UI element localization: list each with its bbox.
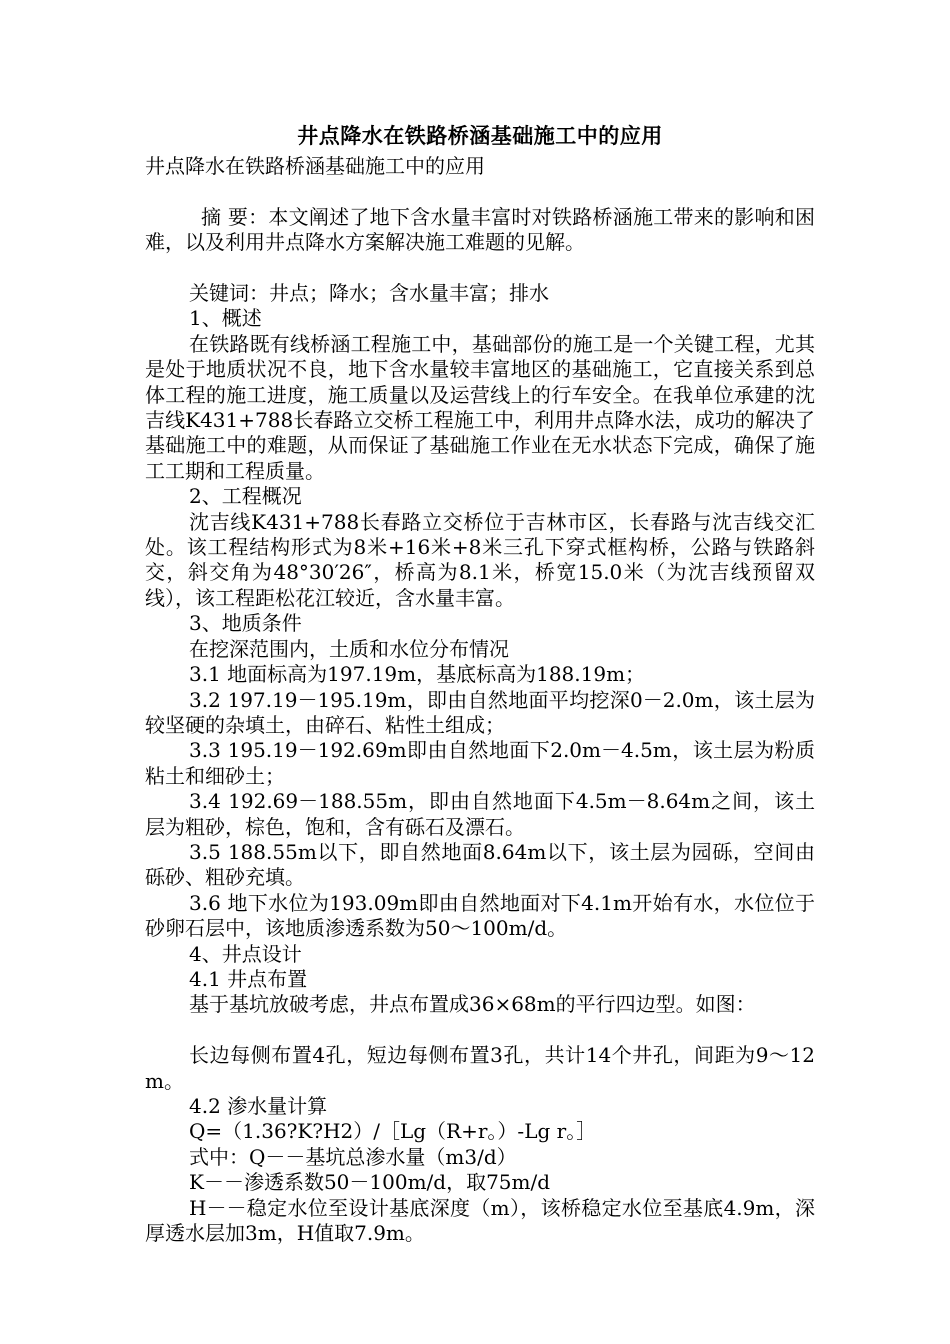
section-3-3: 3.3 195.19－192.69m即由自然地面下2.0m－4.5m，该土层为粉质粘土和细砂土； <box>145 738 815 788</box>
section-3-intro: 在挖深范围内，土质和水位分布情况 <box>189 636 509 661</box>
section-3-5: 3.5 188.55m以下，即自然地面8.64m以下，该土层为园砾，空间由砾砂、粗砂充填。 <box>145 839 815 890</box>
section-heading-4: 4、井点设计 <box>189 941 302 966</box>
subsection-heading-4-2: 4.2 渗水量计算 <box>189 1093 328 1118</box>
spacer <box>145 179 815 204</box>
section-4-1-paragraph: 基于基坑放破考虑，井点布置成36×68m的平行四边型。如图： <box>189 992 756 1017</box>
section-3-4: 3.4 192.69－188.55m，即由自然地面下4.5m－8.64m之间，该土层为粗砂，棕色，饱和，含有砾石及漂石。 <box>145 789 815 839</box>
section-heading-2: 2、工程概况 <box>189 484 302 509</box>
section-heading-3: 3、地质条件 <box>189 611 302 636</box>
formula-where-k: K－－渗透系数50－100m/d，取75m/d <box>189 1170 551 1195</box>
seepage-formula: Q=（1.36?K?H2）/［Lg（R+r。）-Lg r。］ <box>189 1119 597 1144</box>
document-title: 井点降水在铁路桥涵基础施工中的应用 <box>297 123 663 148</box>
spacer <box>145 256 815 281</box>
section-1-paragraph: 在铁路既有线桥涵工程施工中，基础部份的施工是一个关键工程，尤其是处于地质状况不良，地下含水量较丰富地区的基础施工，它直接关系到总体工程的施工进度，施工质量以及运营线上的行车安全。在我单位承建的沈吉线K431+788长春路立交桥工程施工中，利用井点降水法，成功的解决了基础施工中的难题，从而保证了基础施工作业在无水状态下完成，确保了施工工期和工程质量。 <box>145 331 815 483</box>
section-4-1-paragraph-2: 长边每侧布置4孔，短边每侧布置3孔，共计14个井孔，间距为9～12m。 <box>145 1043 815 1093</box>
subsection-heading-4-1: 4.1 井点布置 <box>189 966 308 991</box>
formula-where-q: 式中：Q－－基坑总渗水量（m3/d） <box>189 1144 517 1169</box>
document-page <box>145 118 815 1246</box>
document-subtitle: 井点降水在铁路桥涵基础施工中的应用 <box>145 154 485 178</box>
section-3-2: 3.2 197.19－195.19m，即由自然地面平均挖深0－2.0m，该土层为较坚硬的杂填土，由碎石、粘性土组成； <box>145 687 815 737</box>
section-3-6: 3.6 地下水位为193.09m即由自然地面对下4.1m开始有水，水位位于砂卵石层中，该地质渗透系数为50～100m/d。 <box>145 890 815 941</box>
section-3-1: 3.1 地面标高为197.19m，基底标高为188.19m； <box>189 662 646 687</box>
figure-placeholder <box>145 1018 815 1043</box>
keywords-line: 关键词：井点；降水；含水量丰富；排水 <box>189 281 549 305</box>
section-heading-1: 1、概述 <box>189 306 262 331</box>
formula-where-h: H－－稳定水位至设计基底深度（m），该桥稳定水位至基底4.9m，深厚透水层加3m，H值取7.9m。 <box>145 1195 815 1246</box>
abstract-paragraph: 摘 要：本文阐述了地下含水量丰富时对铁路桥涵施工带来的影响和困难，以及利用井点降水方案解决施工难题的见解。 <box>145 204 815 255</box>
section-2-paragraph: 沈吉线K431+788长春路立交桥位于吉林市区，长春路与沈吉线交汇处。该工程结构形式为8米+16米+8米三孔下穿式框构桥，公路与铁路斜交，斜交角为48°30′26″，桥高为8.1米，桥宽15.0米（为沈吉线预留双线），该工程距松花江较近，含水量丰富。 <box>145 509 815 610</box>
